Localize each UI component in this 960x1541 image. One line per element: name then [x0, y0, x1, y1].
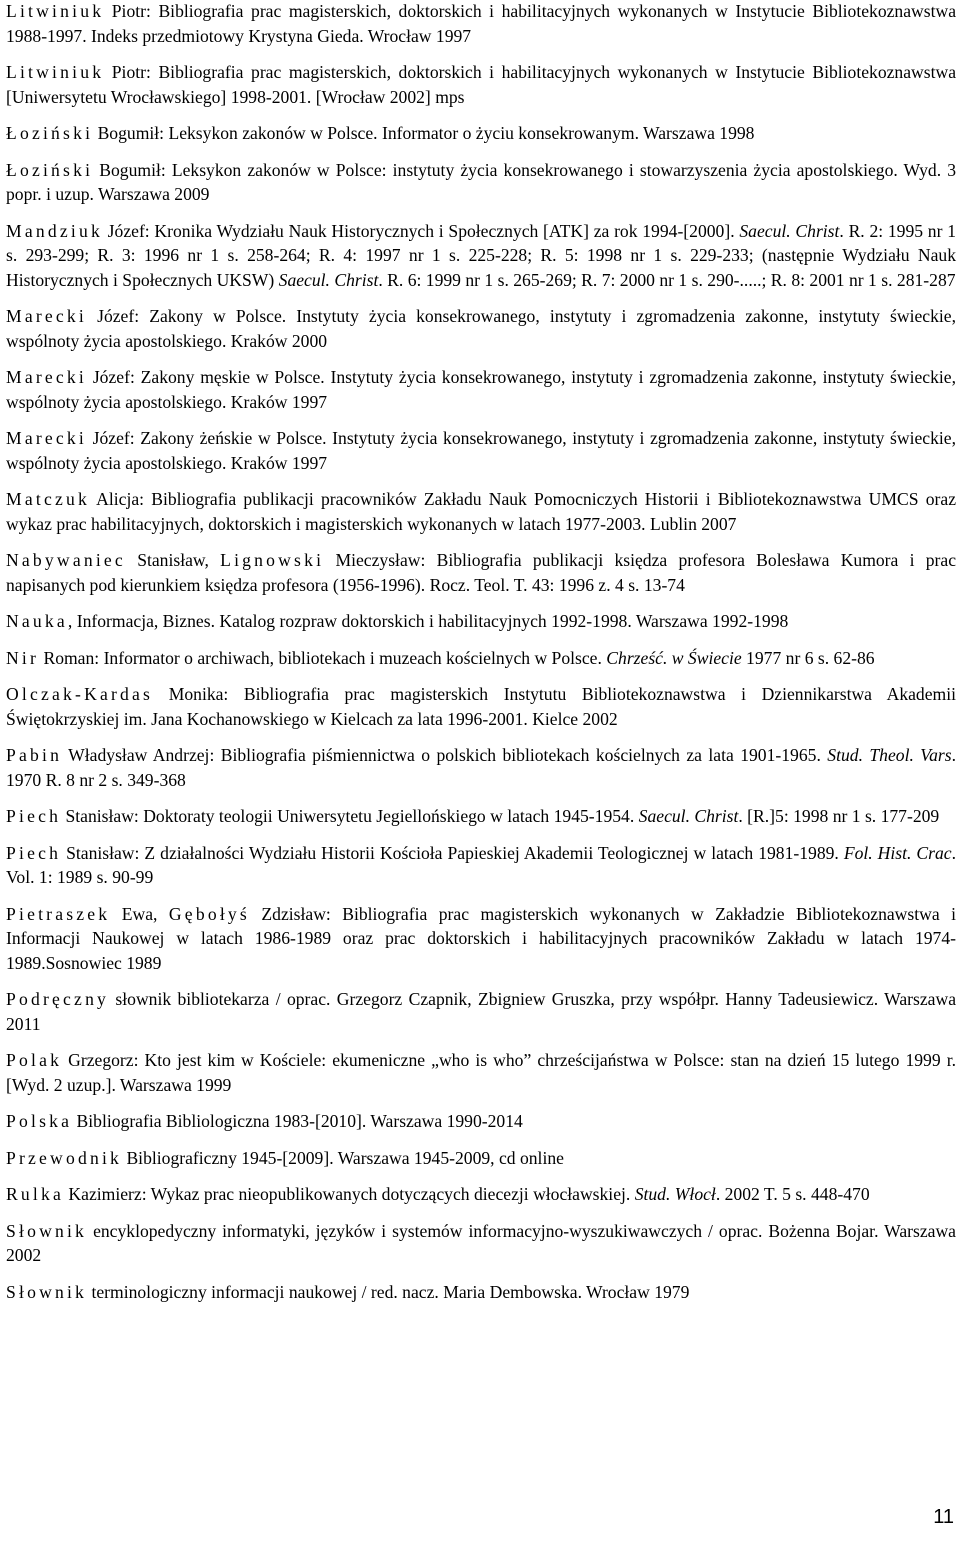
- entry-text: Józef: Zakony w Polsce. Instytuty życia konsekrowanego, instytuty i zgromadzenia zakonne, instytuty świeckie, wspólnoty życia apostolskiego. Kraków 2000: [6, 306, 956, 351]
- page-number: 11: [933, 1506, 954, 1528]
- entry-author: Polak: [6, 1050, 63, 1070]
- entry-author: Marecki: [6, 428, 88, 448]
- bibliography-entry: [6, 682, 956, 731]
- bibliography-entry: [6, 121, 956, 146]
- entry-author: Łoziński: [6, 159, 94, 180]
- entry-text: Bogumił: Leksykon zakonów w Polsce. Informator o życiu konsekrowanym. Warszawa 1998: [93, 123, 755, 143]
- bibliography-entry: [6, 1146, 956, 1171]
- bibliography-entry: [6, 902, 956, 976]
- entry-text: Bibliografia Bibliologiczna 1983-[2010]. Warszawa 1990-2014: [72, 1111, 523, 1131]
- entry-journal: Saecul. Christ: [638, 806, 739, 826]
- entry-text: Władysław Andrzej: Bibliografia piśmiennictwa o polskich bibliotekach kościelnych za lata 1901-1965.: [62, 745, 821, 765]
- bibliography-entry: [6, 1219, 956, 1268]
- bibliography-entry: [6, 60, 956, 109]
- entry-author: Polska: [6, 1111, 73, 1131]
- entry-journal: Stud. Theol. Vars: [827, 745, 952, 765]
- entry-text: Józef: Kronika Wydziału Nauk Historycznych i Społecznych [ATK] za rok 1994-[2000].: [102, 220, 735, 241]
- bibliography-entry: [6, 0, 956, 48]
- entry-text: Kazimierz: Wykaz prac nieopublikowanych dotyczących diecezji włocławskiej.: [64, 1184, 631, 1204]
- entry-text: Bogumił: Leksykon zakonów w Polsce: instytuty życia konsekrowanego i stowarzyszenia życia apostolskiego. Wyd. 3 popr. i uzup. Warszawa 2009: [6, 159, 956, 204]
- entry-author: Pietraszek: [6, 903, 111, 924]
- entry-author: Mandziuk: [6, 220, 103, 241]
- entry-text-continued: . R. 2: 1995 nr 1 s. 293-299; R. 3: 1996 nr 1 s. 258-264; R. 4: 1997 nr 1 s. 225-228; R. 5: 1998 nr 1 s. 229-233; (następnie Wydziału Nauk Historycznych i Społecznych UKSW): [6, 220, 956, 290]
- entry-author: Nabywaniec: [6, 550, 126, 570]
- entry-coauthor: Lignowski: [220, 550, 325, 570]
- bibliography-entry: [6, 365, 956, 414]
- bibliography-entry: [6, 609, 956, 634]
- entry-text: Stanisław,: [125, 550, 221, 570]
- bibliography-entry: [6, 1280, 956, 1305]
- bibliography-entry: [6, 304, 956, 353]
- entry-author: Marecki: [6, 306, 88, 326]
- entry-author: Piech: [6, 842, 62, 863]
- bibliography-entry: [6, 548, 956, 597]
- bibliography-entry: [6, 1048, 956, 1097]
- entry-text: Bibliograficzny 1945-[2009]. Warszawa 1945-2009, cd online: [122, 1147, 564, 1168]
- bibliography-entry: [6, 804, 956, 829]
- entry-text-continued: . R. 6: 1999 nr 1 s. 265-269; R. 7: 2000 nr 1 s. 290-.....; R. 8: 2001 nr 1 s. 281-287: [378, 269, 956, 290]
- bibliography-entry: [6, 743, 956, 792]
- entry-text-continued: Zdzisław: Bibliografia prac magisterskich wykonanych w Zakładzie Bibliotekoznawstwa i Informacji Naukowej w latach 1986-1989 oraz prac doktorskich i habilitacyjnych pracowników Zakładu w latach 1974-1989.Sosnowiec 1989: [6, 903, 956, 973]
- entry-text-continued: Mieczysław: Bibliografia publikacji księdza profesora Bolesława Kumora i prac napisanych pod kierunkiem księdza profesora (1956-1996). Rocz. Teol. T. 43: 1996 z. 4 s. 13-74: [6, 550, 957, 595]
- entry-text: Alicja: Bibliografia publikacji pracowników Zakładu Nauk Pomocniczych Historii i Bibliotekoznawstwa UMCS oraz wykaz prac habilitacyjnych, doktorskich i magisterskich wykonanych w latach 1977-2003. Lublin 2007: [6, 489, 956, 534]
- entry-text: Stanisław: Z działalności Wydziału Historii Kościoła Papieskiej Akademii Teologicznej w latach 1981-1989.: [61, 842, 839, 863]
- entry-text: Ewa,: [110, 903, 169, 924]
- entry-author: Przewodnik: [6, 1147, 123, 1168]
- entry-text: Piotr: Bibliografia prac magisterskich, doktorskich i habilitacyjnych wykonanych w Instytucie Bibliotekoznawstwa [Uniwersytetu Wrocławskiego] 1998-2001. [Wrocław 2002] mps: [6, 62, 956, 107]
- entry-coauthor: Gębołyś: [168, 903, 250, 924]
- entry-author: Litwiniuk: [6, 62, 105, 82]
- entry-journal: Fol. Hist. Crac: [843, 842, 952, 863]
- entry-author: Nauka: [6, 611, 68, 631]
- entry-text: Józef: Zakony męskie w Polsce. Instytuty życia konsekrowanego, instytuty i zgromadzenia zakonne, instytuty świeckie, wspólnoty życia apostolskiego. Kraków 1997: [6, 367, 956, 412]
- entry-author: Pabin: [6, 745, 63, 765]
- entry-author: Nir: [6, 647, 40, 668]
- entry-author: Łoziński: [6, 123, 94, 143]
- bibliography-entry: [6, 487, 956, 536]
- entry-text: słownik bibliotekarza / oprac. Grzegorz Czapnik, Zbigniew Gruszka, przy współpr. Hanny Tadeusiewicz. Warszawa 2011: [6, 989, 956, 1034]
- entry-text-continued: . [R.]5: 1998 nr 1 s. 177-209: [738, 806, 940, 826]
- bibliography-entry: [6, 426, 956, 475]
- bibliography-page: [6, 0, 956, 1316]
- entry-text: Grzegorz: Kto jest kim w Kościele: ekumeniczne „who is who” chrześcijaństwa w Polsce: stan na dzień 15 lutego 1999 r. [Wyd. 2 uzup.]. Warszawa 1999: [6, 1050, 956, 1095]
- entry-text: Józef: Zakony żeńskie w Polsce. Instytuty życia konsekrowanego, instytuty i zgromadzenia zakonne, instytuty świeckie, wspólnoty życia apostolskiego. Kraków 1997: [6, 428, 956, 473]
- bibliography-entry: [6, 1182, 956, 1207]
- entry-author: Matczuk: [6, 489, 90, 509]
- bibliography-entry: [6, 646, 956, 671]
- entry-text: Monika: Bibliografia prac magisterskich Instytutu Bibliotekoznawstwa i Dziennikarstwa Akademii Świętokrzyskiej im. Jana Kochanowskiego w Kielcach za lata 1996-2001. Kielce 2002: [6, 684, 956, 729]
- entry-text: , Informacja, Biznes. Katalog rozpraw doktorskich i habilitacyjnych 1992-1998. Warszawa 1992-1998: [67, 611, 789, 631]
- entry-text: Piotr: Bibliografia prac magisterskich, doktorskich i habilitacyjnych wykonanych w Instytucie Bibliotekoznawstwa 1988-1997. Indeks przedmiotowy Krystyna Gieda. Wrocław 1997: [6, 1, 956, 46]
- entry-journal: Chrześć. w Świecie: [606, 647, 742, 668]
- entry-author: Litwiniuk: [6, 1, 105, 21]
- entry-author: Podręczny: [6, 989, 110, 1009]
- entry-text: terminologiczny informacji naukowej / red. nacz. Maria Dembowska. Wrocław 1979: [87, 1281, 690, 1302]
- entry-text-continued: . 1970 R. 8 nr 2 s. 349-368: [6, 745, 956, 790]
- entry-author: Marecki: [6, 367, 88, 387]
- entry-journal: Stud. Włocł: [634, 1184, 716, 1204]
- bibliography-entry: [6, 987, 956, 1036]
- entry-text: encyklopedyczny informatyki, języków i systemów informacyjno-wyszukiwawczych / oprac. Bożenna Bojar. Warszawa 2002: [6, 1220, 956, 1265]
- bibliography-entry: [6, 1109, 956, 1134]
- entry-text-continued: . 2002 T. 5 s. 448-470: [715, 1184, 870, 1204]
- entry-text-continued: 1977 nr 6 s. 62-86: [741, 647, 875, 668]
- bibliography-entry: [6, 219, 956, 293]
- entry-author: Słownik: [6, 1281, 88, 1302]
- bibliography-entry: [6, 158, 956, 207]
- entry-journal: Saecul. Christ: [739, 220, 840, 241]
- entry-text: Roman: Informator o archiwach, bibliotekach i muzeach kościelnych w Polsce.: [39, 647, 602, 668]
- entry-author: Rulka: [6, 1184, 65, 1204]
- entry-author: Słownik: [6, 1220, 88, 1241]
- bibliography-entry: [6, 841, 956, 890]
- entry-author: Olczak-Kardas: [6, 684, 154, 704]
- entry-text: Stanisław: Doktoraty teologii Uniwersytetu Jegiellońskiego w latach 1945-1954.: [61, 806, 635, 826]
- entry-journal: Saecul. Christ: [278, 269, 379, 290]
- entry-text-continued: . Vol. 1: 1989 s. 90-99: [6, 842, 956, 887]
- entry-author: Piech: [6, 806, 62, 826]
